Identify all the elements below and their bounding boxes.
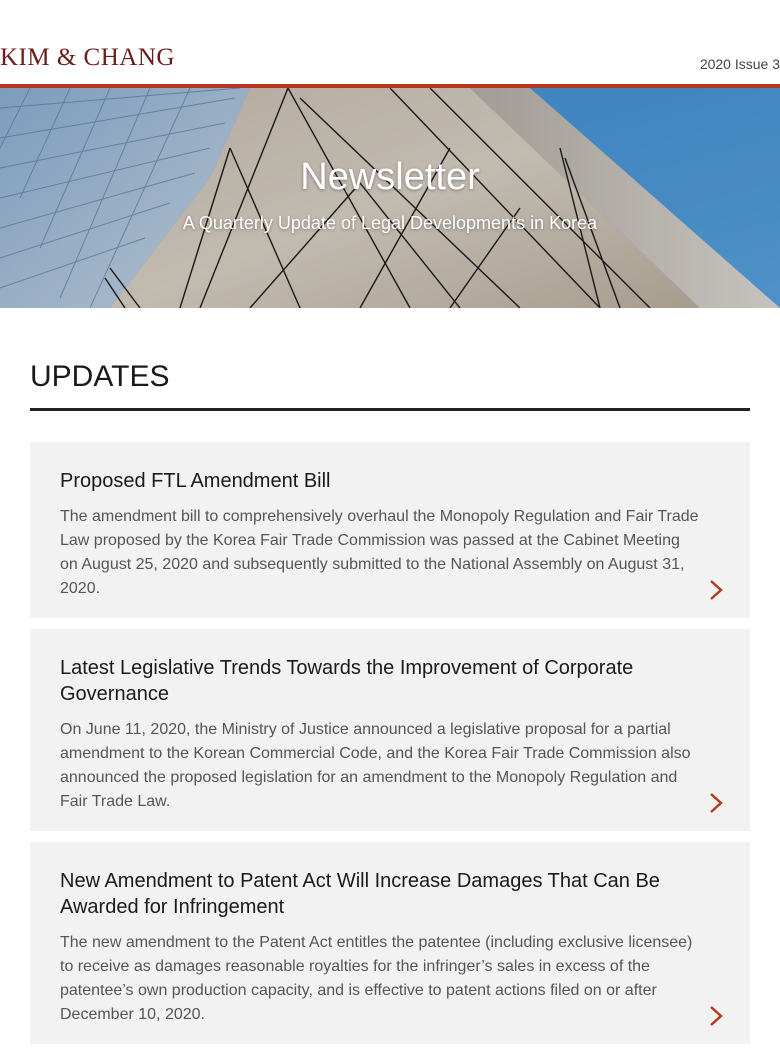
card-summary: The new amendment to the Patent Act entitles the patentee (including exclusive licensee) to receive as damages reasonable royalties for the infringer’s sales in excess of the patentee’s own production capacity, and is effective to patent actions filed on or after December 10, 2020. xyxy=(60,934,693,1023)
issue-label: 2020 Issue 3 xyxy=(699,56,780,72)
logo[interactable]: KIM & CHANG xyxy=(0,44,175,71)
card-title[interactable]: New Amendment to Patent Act Will Increase Damages That Can Be Awarded for Infringement xyxy=(60,870,660,918)
update-card-corporate-governance[interactable] xyxy=(30,629,750,831)
card-title[interactable]: Latest Legislative Trends Towards the Improvement of Corporate Governance xyxy=(60,657,634,705)
update-card-patent-act[interactable] xyxy=(30,842,750,1044)
chevron-right-icon[interactable] xyxy=(708,792,724,814)
chevron-right-icon[interactable] xyxy=(708,1005,724,1027)
hero-title: Newsletter xyxy=(300,156,480,198)
card-summary: On June 11, 2020, the Ministry of Justice announced a legislative proposal for a partial amendment to the Korean Commercial Code, and the Korea Fair Trade Commission also announced the proposed legislation for an amendment to the Monopoly Regulation and Fair Trade Law. xyxy=(60,721,691,810)
section-title: UPDATES xyxy=(30,360,170,393)
hero-banner xyxy=(0,88,780,308)
card-title[interactable]: Proposed FTL Amendment Bill xyxy=(60,470,331,492)
hero-subtitle: A Quarterly Update of Legal Developments in Korea xyxy=(182,213,598,233)
header xyxy=(0,0,780,86)
chevron-right-icon[interactable] xyxy=(708,579,724,601)
update-card-ftl-amendment[interactable] xyxy=(30,442,750,618)
section-divider xyxy=(30,408,750,411)
card-summary: The amendment bill to comprehensively overhaul the Monopoly Regulation and Fair Trade Law proposed by the Korea Fair Trade Commission was passed at the Cabinet Meeting on August 25, 2020 and subsequently submitted to the National Assembly on August 31, 2020. xyxy=(60,508,699,597)
